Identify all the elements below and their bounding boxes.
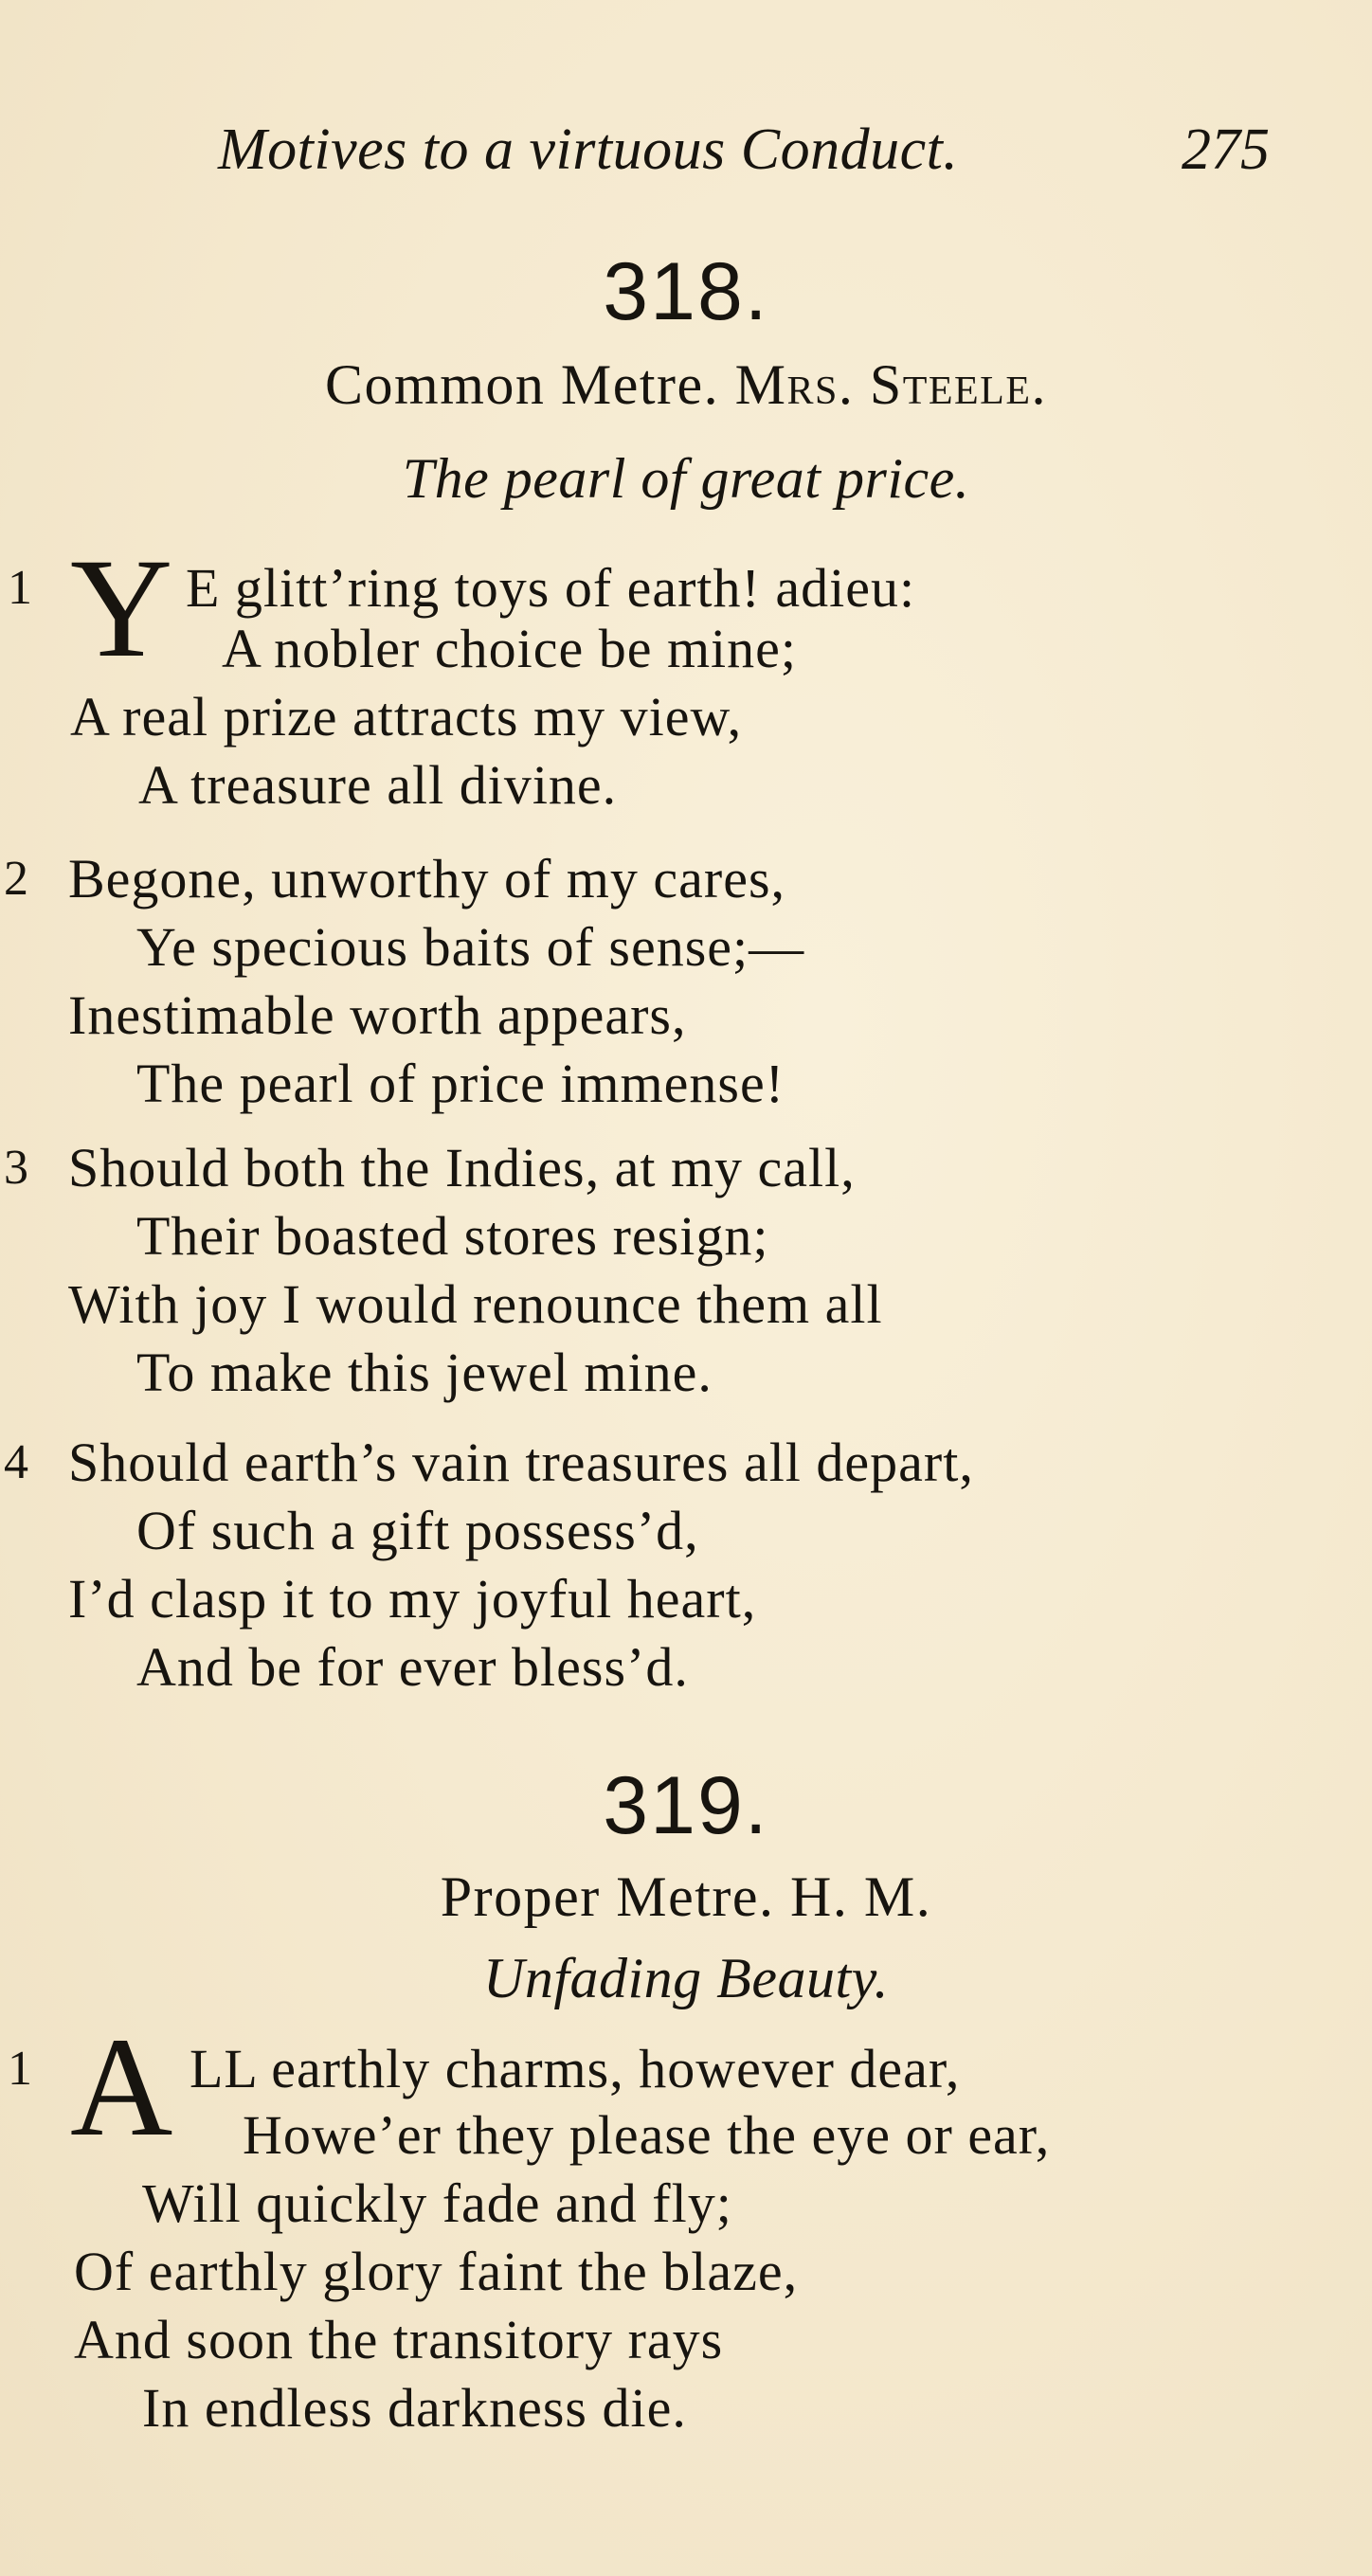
verse-line: LL earthly charms, however dear,: [190, 2038, 961, 2099]
verse-line: Should earth’s vain treasures all depart,: [68, 1432, 974, 1493]
verse-line: And soon the transitory rays: [74, 2309, 724, 2370]
verse-line: The pearl of price immense!: [136, 1053, 785, 1114]
stanza-number: 1: [8, 561, 32, 615]
verse-line: A treasure all divine.: [138, 754, 618, 816]
verse-line: And be for ever bless’d.: [136, 1636, 689, 1698]
verse-line: I’d clasp it to my joyful heart,: [68, 1568, 757, 1630]
hymn-number: 318.: [603, 246, 769, 337]
hymn-author: Mrs. Steele.: [734, 353, 1047, 416]
verse-line: E glitt’ring toys of earth! adieu:: [186, 557, 916, 619]
verse-line: Of earthly glory faint the blaze,: [74, 2241, 799, 2302]
hymn-metre-line: [0, 349, 1372, 421]
verse-line: Begone, unworthy of my cares,: [68, 848, 786, 910]
stanza-number: 2: [4, 852, 28, 906]
verse-line: Their boasted stores resign;: [136, 1205, 769, 1267]
hymn-subtitle: Unfading Beauty.: [483, 1947, 889, 2009]
verse-line: Ye specious baits of sense;—: [136, 916, 805, 978]
verse-line: Howe’er they please the eye or ear,: [243, 2104, 1051, 2166]
verse-line: Should both the Indies, at my call,: [68, 1137, 856, 1198]
verse-line: Of such a gift possess’d,: [136, 1500, 699, 1561]
hymn-metre-line: [0, 1861, 1372, 1933]
verse-line: To make this jewel mine.: [136, 1342, 713, 1403]
page-number: 275: [1182, 117, 1270, 182]
hymn-metre: Common Metre.: [325, 353, 720, 416]
running-header: [218, 112, 1270, 188]
stanza-number: 3: [4, 1141, 28, 1195]
verse-line: Inestimable worth appears,: [68, 984, 687, 1046]
verse-line: In endless darkness die.: [142, 2377, 687, 2439]
drop-cap: Y: [70, 530, 173, 687]
stanza-number: 4: [4, 1435, 28, 1489]
stanza-number: 1: [8, 2042, 32, 2096]
running-title: Motives to a virtuous Conduct.: [218, 117, 959, 182]
verse-line: Will quickly fade and fly;: [142, 2172, 732, 2234]
hymn-subtitle: The pearl of great price.: [402, 447, 970, 510]
hymn-metre: Proper Metre. H. M.: [440, 1865, 932, 1928]
verse-line: A nobler choice be mine;: [222, 618, 798, 679]
drop-cap: A: [70, 2009, 173, 2166]
hymn-number: 319.: [603, 1760, 769, 1851]
verse-line: With joy I would renounce them all: [68, 1273, 883, 1335]
verse-line: A real prize attracts my view,: [70, 686, 743, 748]
